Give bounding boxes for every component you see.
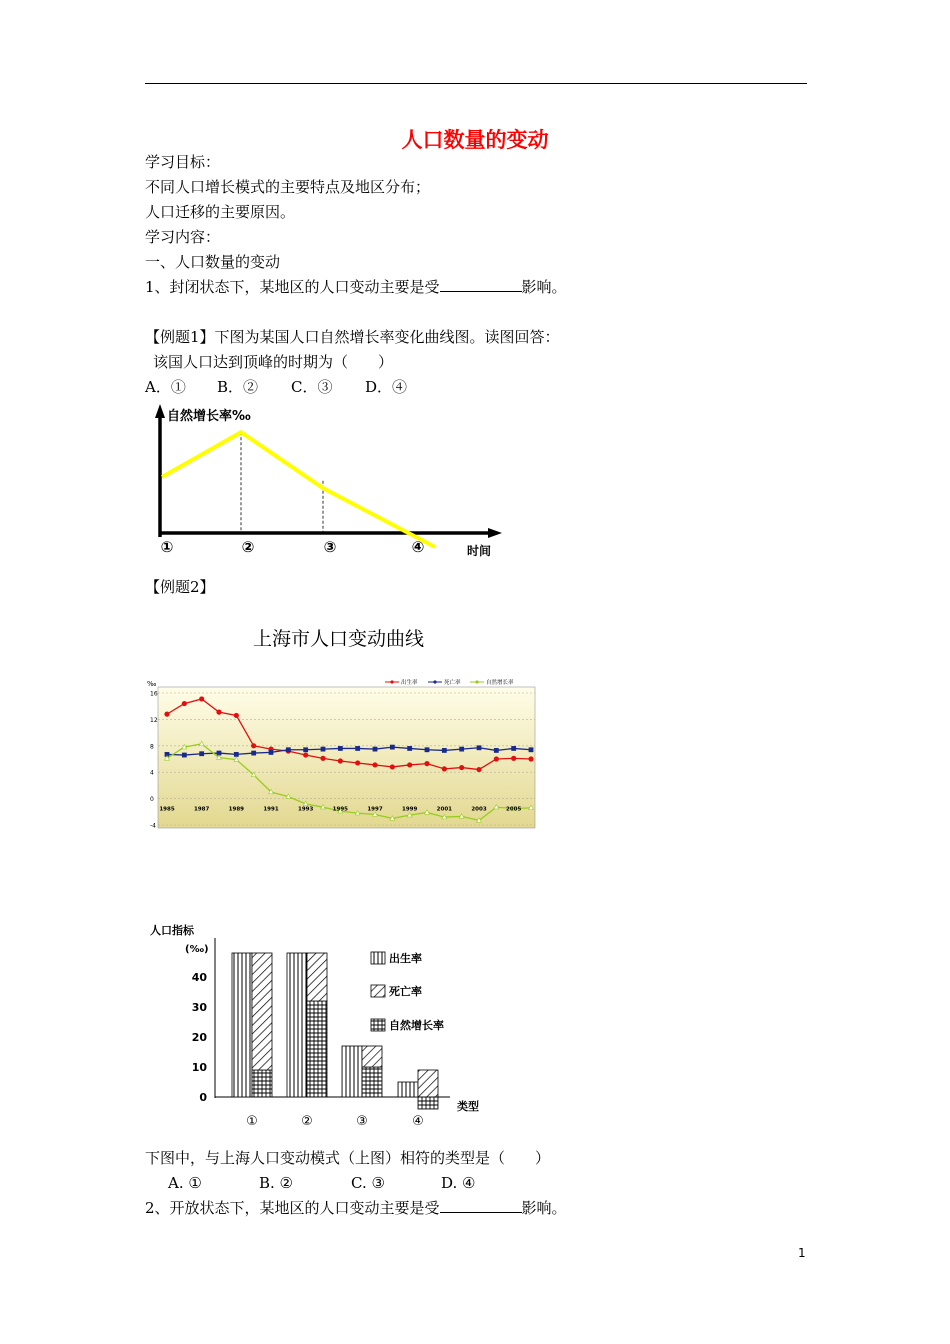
question-2-tail: 影响。 (521, 1199, 567, 1217)
answer-blank[interactable] (440, 1198, 522, 1213)
bar-natural-growth-rate (307, 1001, 327, 1097)
series-point (269, 750, 274, 755)
series-point (459, 747, 464, 752)
x-tick-label: ② (301, 1114, 313, 1129)
series-point (286, 747, 291, 752)
bar-natural-growth-rate (418, 1097, 438, 1109)
bar-birth-rate (232, 953, 252, 1097)
option-a[interactable]: A．① (145, 378, 186, 396)
series-point (372, 762, 377, 767)
option-b[interactable]: B．② (217, 378, 259, 396)
series-point (528, 756, 533, 761)
x-tick-label: 2005 (506, 806, 522, 813)
bar-birth-rate (342, 1046, 362, 1097)
legend-swatch (371, 952, 385, 964)
option-a[interactable]: A. ① (168, 1174, 202, 1192)
series-point (321, 747, 326, 752)
series-point (251, 743, 256, 748)
text-line-objective-1: 不同人口增长模式的主要特点及地区分布； (145, 178, 431, 196)
series-point (303, 747, 308, 752)
x-tick-label: 1999 (402, 806, 418, 813)
example-2-options (168, 1173, 475, 1193)
series-point (373, 747, 378, 752)
example-1-question: 该国人口达到顶峰的时期为（ ） (153, 353, 394, 371)
option-b[interactable]: B. ② (259, 1174, 294, 1192)
header-rule (145, 83, 807, 84)
series-point (234, 752, 239, 757)
series-point (425, 747, 430, 752)
bar-birth-rate (287, 953, 307, 1097)
series-point (199, 696, 204, 701)
series-point (511, 746, 516, 751)
series-point (442, 748, 447, 753)
text-line-objective-2: 人口迁移的主要原因。 (145, 203, 296, 221)
series-point (476, 767, 481, 772)
series-point (511, 756, 516, 761)
series-point (320, 756, 325, 761)
y-tick-label: 20 (191, 1031, 207, 1044)
bar-death-rate (418, 1070, 438, 1097)
series-point (303, 752, 308, 757)
x-tick-label: 2003 (471, 806, 487, 813)
series-point (407, 762, 412, 767)
question-1-text: 1、封闭状态下，某地区的人口变动主要是受 (145, 278, 440, 296)
question-2-text: 2、开放状态下，某地区的人口变动主要是受 (145, 1199, 440, 1217)
y-axis-label: 自然增长率‰ (167, 409, 251, 424)
legend-label: 自然增长率 (389, 1019, 444, 1032)
series-point (424, 761, 429, 766)
x-tick-label: ③ (356, 1114, 368, 1129)
series-point (407, 746, 412, 751)
question-1-tail: 影响。 (521, 278, 567, 296)
x-tick-label: ② (241, 538, 255, 556)
x-tick-label: ① (246, 1114, 258, 1129)
series-point (216, 710, 221, 715)
legend-marker (390, 680, 393, 683)
y-tick-label: 40 (191, 971, 207, 984)
x-tick-label: 1991 (263, 806, 279, 813)
y-tick-label: 12 (150, 716, 158, 724)
text-line-contents: 学习内容： (145, 228, 221, 246)
series-point (234, 713, 239, 718)
series-point (355, 746, 360, 751)
series-point (164, 712, 169, 717)
x-tick-label: ④ (411, 538, 425, 556)
series-point (355, 760, 360, 765)
legend-swatch (371, 985, 385, 997)
series-point (494, 756, 499, 761)
bar-natural-growth-rate (252, 1070, 272, 1097)
growth-rate-line (162, 432, 435, 547)
y-tick-label: 30 (191, 1001, 207, 1014)
bar-birth-rate (398, 1082, 418, 1097)
series-point (182, 701, 187, 706)
example-1-heading: 【例题1】下图为某国人口自然增长率变化曲线图。读图回答： (145, 328, 560, 346)
y-tick-label: -4 (150, 822, 156, 830)
x-tick-label: 1993 (298, 806, 314, 813)
legend-marker (475, 680, 478, 683)
series-point (459, 765, 464, 770)
y-tick-label: 10 (191, 1061, 207, 1074)
series-point (477, 745, 482, 750)
x-tick-label: 1985 (159, 806, 175, 813)
x-tick-label: ③ (323, 538, 337, 556)
example-2-heading: 【例题2】 (145, 578, 215, 596)
chart-2-unit: ‰ (147, 680, 157, 688)
section-heading: 一、人口数量的变动 (145, 253, 281, 271)
x-axis-arrow (488, 528, 502, 538)
y-tick-label: 0 (150, 796, 154, 804)
x-tick-label: 1995 (332, 806, 348, 813)
chart-2-title: 上海市人口变动曲线 (253, 628, 425, 650)
series-point (182, 753, 187, 758)
legend-label: 出生率 (401, 680, 418, 686)
y-tick-label: 8 (150, 743, 154, 751)
answer-blank[interactable] (440, 277, 522, 292)
series-point (338, 746, 343, 751)
x-tick-label: ① (160, 538, 174, 556)
legend-marker (433, 680, 436, 683)
x-tick-label: 1997 (367, 806, 383, 813)
question-1 (145, 277, 567, 297)
page-title: 人口数量的变动 (401, 127, 549, 152)
chart-3-unit: (‰) (185, 944, 209, 955)
legend-swatch (371, 1019, 385, 1031)
question-2 (145, 1198, 567, 1218)
chart-shanghai-population (145, 620, 545, 835)
x-axis-label: 时间 (467, 544, 492, 558)
option-c[interactable]: C．③ (291, 378, 333, 396)
example-1-options (145, 377, 407, 397)
x-tick-label: 2001 (436, 806, 452, 813)
chart-3-ylabel: 人口指标 (150, 924, 194, 937)
y-axis-arrow (155, 404, 165, 418)
legend-label: 死亡率 (389, 985, 422, 998)
series-point (529, 747, 534, 752)
x-tick-label: 1987 (194, 806, 210, 813)
bar-natural-growth-rate (362, 1067, 382, 1097)
page-number: 1 (798, 1246, 806, 1260)
bar-death-rate (252, 953, 272, 1070)
series-point (390, 764, 395, 769)
x-tick-label: 1989 (228, 806, 244, 813)
option-d[interactable]: D．④ (365, 378, 408, 396)
series-point (251, 751, 256, 756)
series-point (199, 751, 204, 756)
y-tick-label: 0 (199, 1091, 207, 1104)
legend-label: 死亡率 (444, 680, 461, 686)
series-point (494, 748, 499, 753)
legend-label: 自然增长率 (486, 680, 514, 686)
x-tick-label: ④ (412, 1114, 424, 1129)
chart-natural-growth (145, 402, 515, 562)
y-tick-label: 4 (150, 769, 154, 777)
legend-label: 出生率 (389, 952, 422, 965)
chart-3-xlabel: 类型 (457, 1100, 479, 1113)
series-point (442, 766, 447, 771)
y-tick-label: 16 (150, 690, 158, 698)
bar-death-rate (307, 953, 327, 1001)
option-d[interactable]: D. ④ (441, 1174, 476, 1192)
example-2-question: 下图中，与上海人口变动模式（上图）相符的类型是（ ） (145, 1149, 551, 1167)
chart-population-types (145, 920, 495, 1130)
series-point (390, 745, 395, 750)
text-line-objectives: 学习目标： (145, 153, 221, 171)
series-point (338, 758, 343, 763)
bar-death-rate (362, 1046, 382, 1067)
option-c[interactable]: C. ③ (351, 1174, 385, 1192)
